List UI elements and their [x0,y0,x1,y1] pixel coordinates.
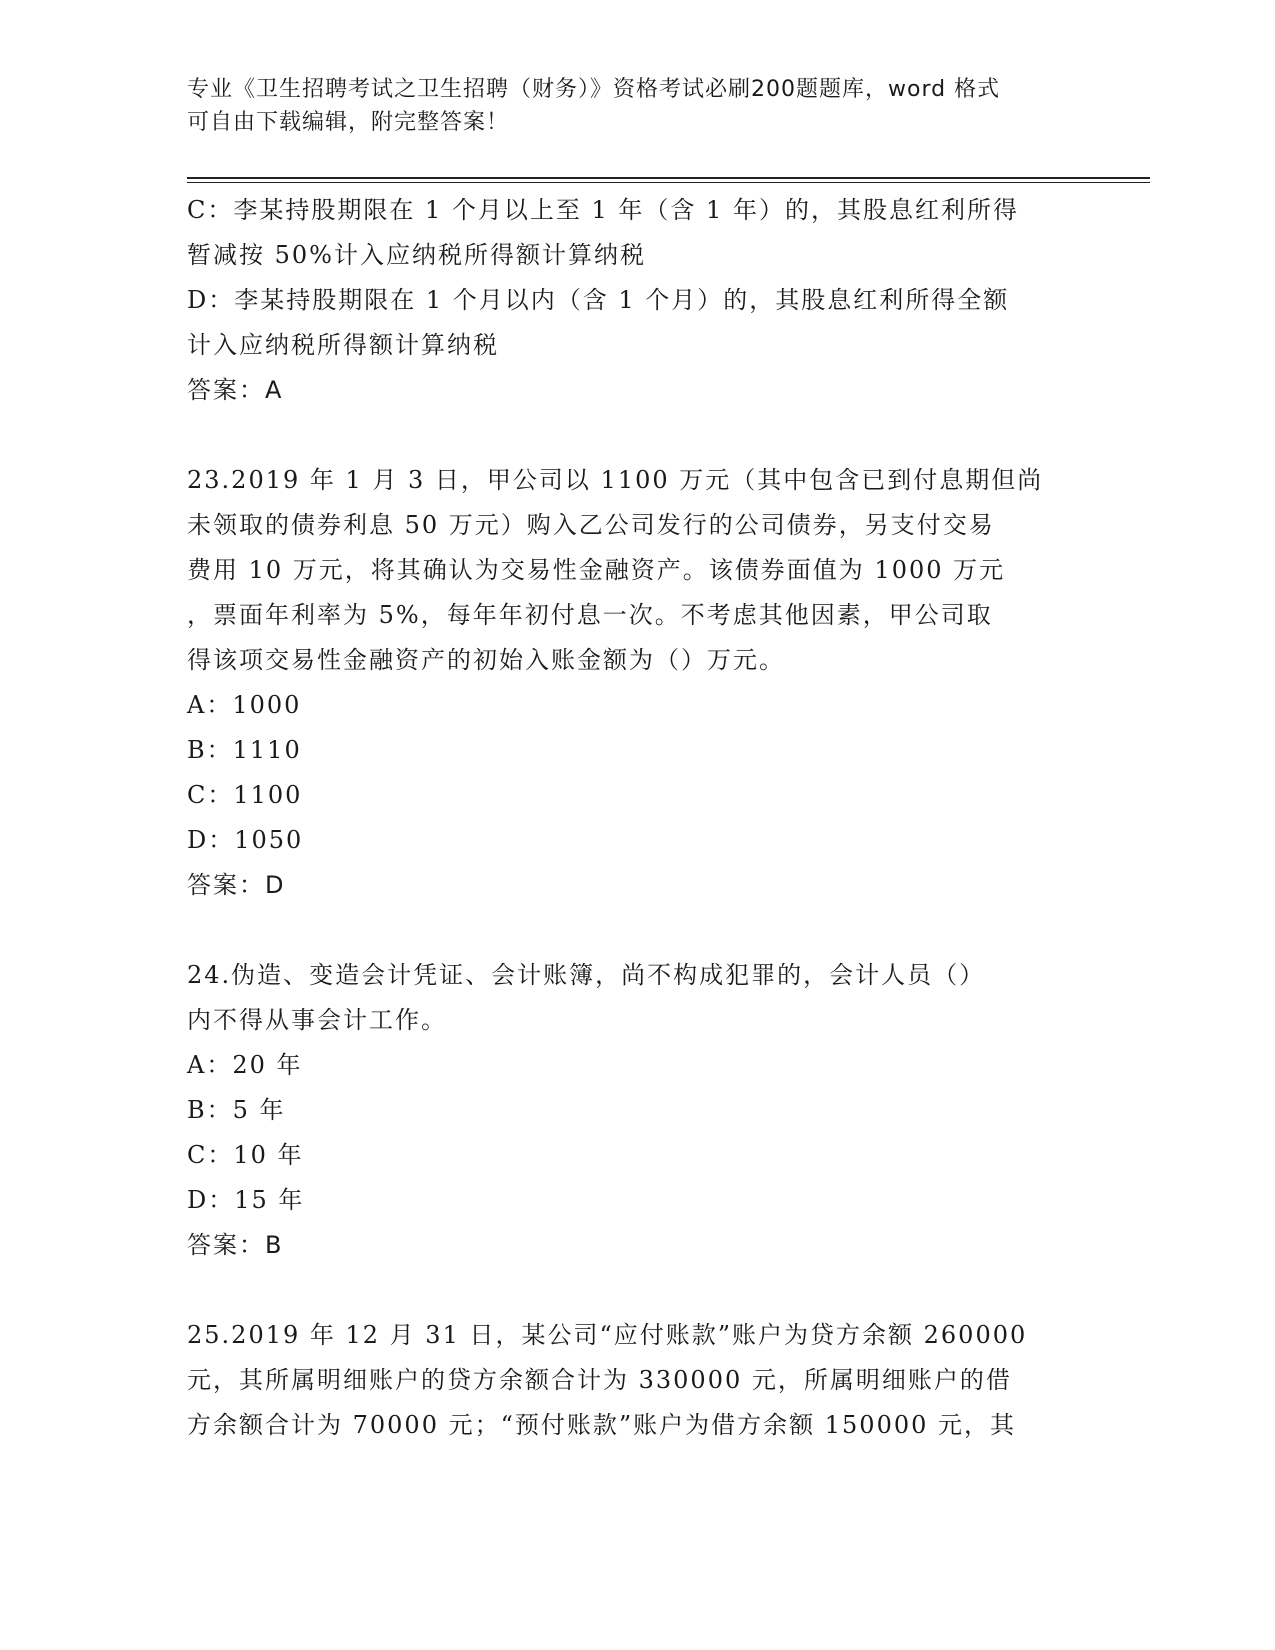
question-23-option-d: D：1050 [187,826,304,854]
question-25-line-1: 25.2019 年 12 月 31 日，某公司“应付账款”账户为贷方余额 260000 [187,1321,1028,1349]
answer-22: 答案：A [187,376,284,404]
question-23-line-3: 费用 10 万元，将其确认为交易性金融资产。该债券面值为 1000 万元 [187,556,1006,584]
header-title-line-2: 可自由下载编辑，附完整答案！ [187,110,510,135]
header-rule-thin [187,182,1150,183]
question-23-line-5: 得该项交易性金融资产的初始入账金额为（）万元。 [187,646,785,674]
question-23-option-b: B：1110 [187,736,302,764]
question-22-tail [187,188,1067,413]
question-23 [187,458,1067,908]
answer-24: 答案：B [187,1231,284,1259]
header-rule-thick [187,177,1150,179]
option-c-line-2: 暂减按 50%计入应纳税所得额计算纳税 [187,241,646,269]
spacer [187,908,1067,953]
question-24-line-1: 24.伪造、变造会计凭证、会计账簿，尚不构成犯罪的，会计人员（） [187,961,986,989]
question-24-option-c: C：10 年 [187,1141,304,1169]
question-24-option-b: B：5 年 [187,1096,286,1124]
header-title-line-1: 专业《卫生招聘考试之卫生招聘（财务）》资格考试必刷200题题库，word 格式 [187,77,1001,102]
question-23-line-1: 23.2019 年 1 月 3 日，甲公司以 1100 万元（其中包含已到付息期但尚 [187,466,1044,494]
question-23-option-a: A：1000 [187,691,302,719]
option-d-line-1: D：李某持股期限在 1 个月以内（含 1 个月）的，其股息红利所得全额 [187,286,1010,314]
question-23-line-2: 未领取的债券利息 50 万元）购入乙公司发行的公司债券，另支付交易 [187,511,995,539]
spacer [187,413,1067,458]
question-23-option-c: C：1100 [187,781,303,809]
option-d-line-2: 计入应纳税所得额计算纳税 [187,331,499,359]
answer-23: 答案：D [187,871,286,899]
document-header [187,73,1067,139]
document-body [187,188,1067,1448]
option-c-line-1: C：李某持股期限在 1 个月以上至 1 年（含 1 年）的，其股息红利所得 [187,196,1019,224]
question-24 [187,953,1067,1268]
spacer [187,1268,1067,1313]
question-24-option-a: A：20 年 [187,1051,303,1079]
question-24-option-d: D：15 年 [187,1186,305,1214]
question-24-line-2: 内不得从事会计工作。 [187,1006,447,1034]
question-23-line-4: ，票面年利率为 5%，每年年初付息一次。不考虑其他因素，甲公司取 [187,601,993,629]
question-25-line-3: 方余额合计为 70000 元；“预付账款”账户为借方余额 150000 元，其 [187,1411,1017,1439]
question-25-line-2: 元，其所属明细账户的贷方余额合计为 330000 元，所属明细账户的借 [187,1366,1012,1394]
question-25 [187,1313,1067,1448]
